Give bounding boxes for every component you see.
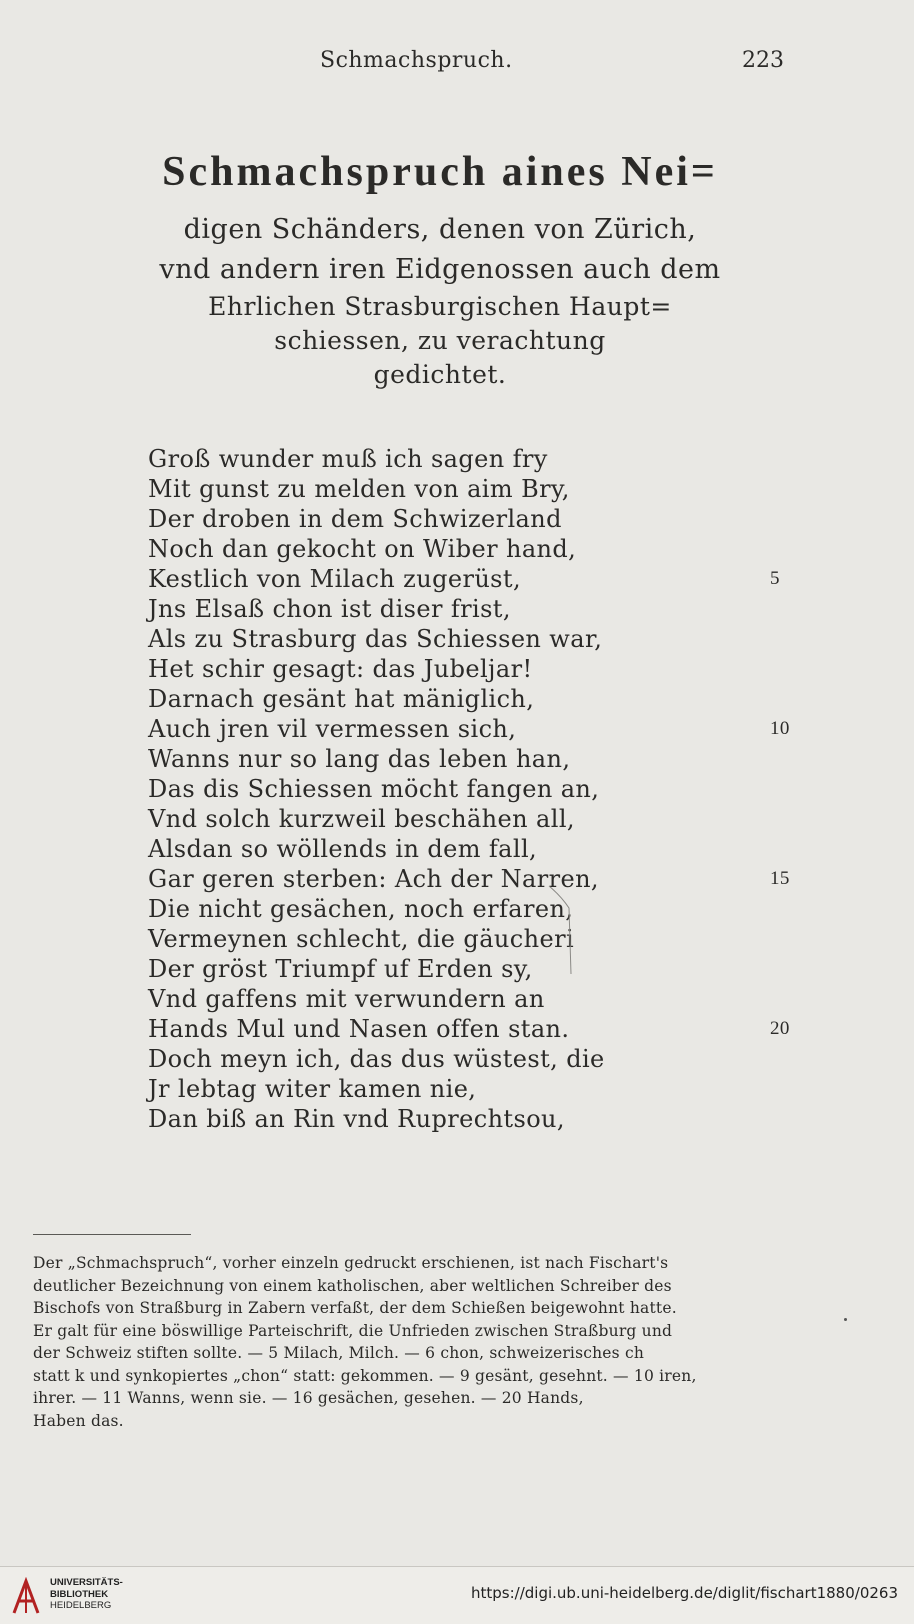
verse-text: Darnach gesänt hat mäniglich, xyxy=(148,685,535,713)
verse-text: Vnd solch kurzweil beschähen all, xyxy=(148,805,575,833)
running-head xyxy=(0,48,914,78)
verse-line xyxy=(148,654,798,684)
verse-text: Doch meyn ich, das dus wüstest, die xyxy=(148,1045,605,1073)
footnote-line: Er galt für eine böswillige Parteischrift, die Unfrieden zwischen Straßburg und xyxy=(33,1321,673,1340)
permalink-url[interactable]: https://digi.ub.uni-heidelberg.de/diglit/fischart1880/0263 xyxy=(470,1584,898,1602)
verse-text: Gar geren sterben: Ach der Narren, xyxy=(148,865,599,893)
verse-line xyxy=(148,624,798,654)
verse-text: Noch dan gekocht on Wiber hand, xyxy=(148,535,577,563)
footnotes xyxy=(33,1252,791,1432)
verse-line xyxy=(148,834,798,864)
page-number: 223 xyxy=(742,48,784,73)
university-library-logo-icon xyxy=(10,1577,42,1617)
verse-line xyxy=(148,1044,798,1074)
footnote-rule xyxy=(33,1234,191,1235)
line-number: 10 xyxy=(770,718,790,739)
title-line-6: gedichtet. xyxy=(373,360,507,389)
library-name-line-1: UNIVERSITÄTS- xyxy=(50,1577,123,1588)
verse-line xyxy=(148,774,798,804)
verse-line xyxy=(148,744,798,774)
verse-text: Kestlich von Milach zugerüst, xyxy=(148,565,521,593)
footnote-line: statt k und synkopiertes „chon“ statt: gekommen. — 9 gesänt, gesehnt. — 10 iren, xyxy=(33,1366,697,1385)
line-number: 5 xyxy=(770,568,780,589)
verse-text: Groß wunder muß ich sagen fry xyxy=(148,445,548,473)
verse-line xyxy=(148,954,798,984)
footnote-line: Haben das. xyxy=(33,1411,124,1430)
poem-title xyxy=(60,148,820,392)
verse-line xyxy=(148,594,798,624)
verse-text: Als zu Strasburg das Schiessen war, xyxy=(148,625,603,653)
verse-line xyxy=(148,804,798,834)
verse-text: Vnd gaffens mit verwundern an xyxy=(148,985,545,1013)
verse-text: Der gröst Triumpf uf Erden sy, xyxy=(148,955,533,983)
footnote-line: ihrer. — 11 Wanns, wenn sie. — 16 gesächen, gesehen. — 20 Hands, xyxy=(33,1389,584,1407)
verse-text: Het schir gesagt: das Jubeljar! xyxy=(148,655,533,683)
library-footer xyxy=(0,1566,914,1624)
title-line-3: vnd andern iren Eidgenossen auch dem xyxy=(159,254,721,285)
verse-text: Jr lebtag witer kamen nie, xyxy=(148,1075,477,1103)
verse-line xyxy=(148,1074,798,1104)
margin-dot xyxy=(844,1318,847,1321)
verse-text: Der droben in dem Schwizerland xyxy=(148,505,562,533)
line-number: 15 xyxy=(770,868,790,889)
verse-line xyxy=(148,1104,798,1134)
verse-text: Wanns nur so lang das leben han, xyxy=(148,745,571,773)
verse-text: Jns Elsaß chon ist diser frist, xyxy=(148,595,511,623)
title-line-4: Ehrlichen Strasburgischen Haupt= xyxy=(208,292,672,321)
verse-text: Mit gunst zu melden von aim Bry, xyxy=(148,475,570,503)
verse-line xyxy=(148,924,798,954)
footnote-line: der Schweiz stiften sollte. — 5 Milach, Milch. — 6 chon, schweizerisches ch xyxy=(33,1344,645,1362)
library-name-line-3: HEIDELBERG xyxy=(50,1600,112,1611)
footnote-line: Der „Schmachspruch“, vorher einzeln gedruckt erschienen, ist nach Fischart's xyxy=(33,1254,669,1272)
verse-text: Vermeynen schlecht, die gäucheri xyxy=(148,925,575,953)
verse-line xyxy=(148,714,798,744)
pencil-annotation xyxy=(547,884,583,976)
running-title: Schmachspruch. xyxy=(320,48,513,73)
verse-line xyxy=(148,534,798,564)
verse-line xyxy=(148,444,798,474)
library-name-line-2: BIBLIOTHEK xyxy=(50,1588,109,1600)
verse-text: Alsdan so wöllends in dem fall, xyxy=(148,835,538,863)
verse-line xyxy=(148,684,798,714)
library-name xyxy=(50,1577,123,1612)
verse-line xyxy=(148,1014,798,1044)
verse-line xyxy=(148,894,798,924)
poem-verses xyxy=(148,444,798,1134)
title-line-5: schiessen, zu verachtung xyxy=(274,326,606,355)
verse-text: Die nicht gesächen, noch erfaren, xyxy=(148,895,574,923)
verse-line xyxy=(148,564,798,594)
line-number: 20 xyxy=(770,1018,790,1039)
verse-text: Hands Mul und Nasen offen stan. xyxy=(148,1015,570,1043)
title-line-2: digen Schänders, denen von Zürich, xyxy=(183,214,697,245)
verse-line xyxy=(148,504,798,534)
footnote-line: Bischofs von Straßburg in Zabern verfaßt, der dem Schießen beigewohnt hatte. xyxy=(33,1299,677,1317)
verse-line xyxy=(148,864,798,894)
verse-line xyxy=(148,474,798,504)
verse-line xyxy=(148,984,798,1014)
footnote-line: deutlicher Bezeichnung von einem katholischen, aber weltlichen Schreiber des xyxy=(33,1276,672,1295)
verse-text: Das dis Schiessen möcht fangen an, xyxy=(148,775,600,803)
verse-text: Dan biß an Rin vnd Ruprechtsou, xyxy=(148,1105,565,1133)
title-line-1: Schmachspruch aines Nei= xyxy=(162,149,718,195)
verse-text: Auch jren vil vermessen sich, xyxy=(148,715,517,743)
